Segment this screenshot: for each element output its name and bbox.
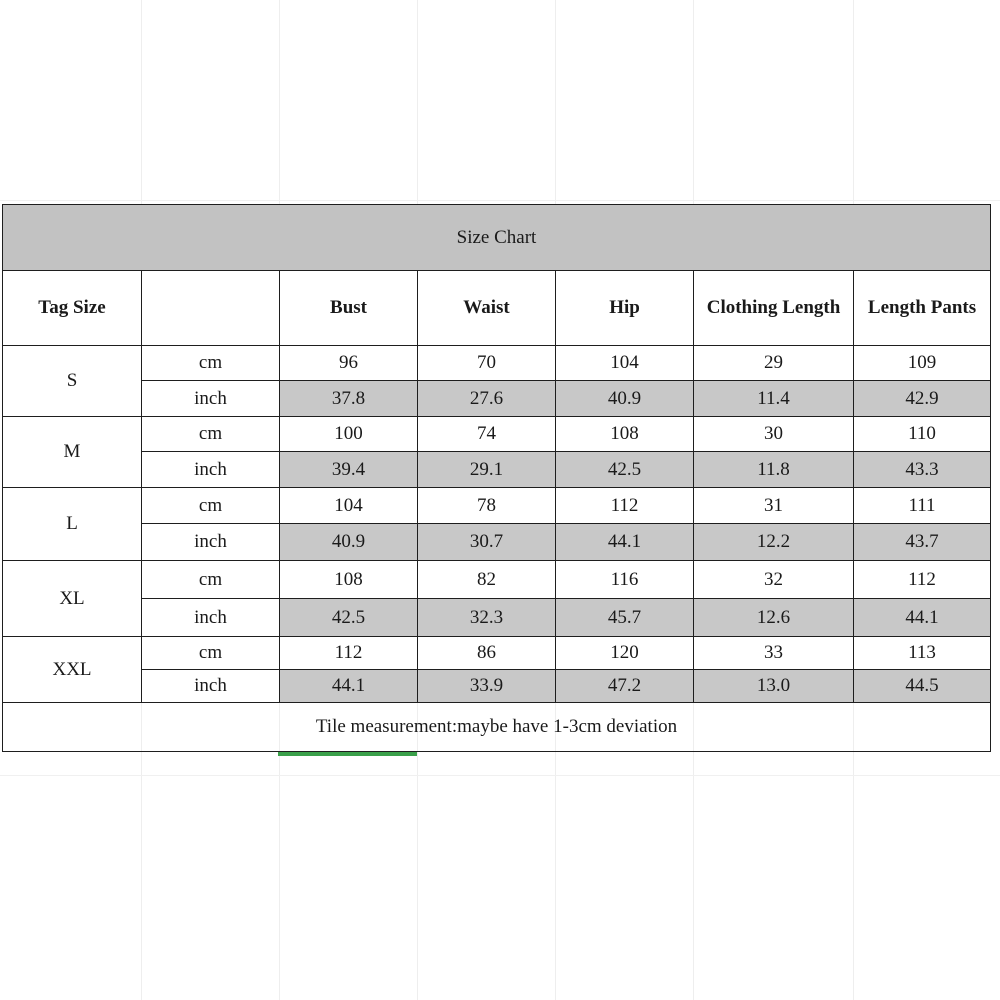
measurement-cell[interactable]: 33.9 [418, 670, 556, 703]
measurement-cell[interactable]: 70 [418, 346, 556, 381]
unit-cell[interactable]: cm [142, 417, 280, 452]
measurement-cell[interactable]: 45.7 [556, 599, 694, 637]
measurement-cell[interactable]: 30 [694, 417, 854, 452]
measurement-cell[interactable]: 108 [280, 561, 418, 599]
measurement-cell[interactable]: 11.4 [694, 381, 854, 417]
table-row [3, 524, 991, 561]
measurement-cell[interactable]: 44.1 [556, 524, 694, 561]
measurement-cell[interactable]: 31 [694, 488, 854, 524]
measurement-cell[interactable]: 37.8 [280, 381, 418, 417]
header-hip[interactable]: Hip [556, 271, 694, 346]
measurement-cell[interactable]: 39.4 [280, 452, 418, 488]
size-chart-table [2, 204, 991, 752]
measurement-note[interactable]: Tile measurement:maybe have 1-3cm deviation [3, 703, 991, 752]
header-clothing-length[interactable]: Clothing Length [694, 271, 854, 346]
measurement-cell[interactable]: 110 [854, 417, 991, 452]
sheet-gridline [0, 200, 1000, 201]
table-row [3, 488, 991, 524]
measurement-cell[interactable]: 32 [694, 561, 854, 599]
unit-cell[interactable]: cm [142, 346, 280, 381]
unit-cell[interactable]: cm [142, 561, 280, 599]
measurement-cell[interactable]: 104 [280, 488, 418, 524]
measurement-cell[interactable]: 113 [854, 637, 991, 670]
measurement-cell[interactable]: 12.2 [694, 524, 854, 561]
unit-cell[interactable]: inch [142, 524, 280, 561]
unit-cell[interactable]: inch [142, 599, 280, 637]
measurement-cell[interactable]: 112 [556, 488, 694, 524]
header-waist[interactable]: Waist [418, 271, 556, 346]
measurement-cell[interactable]: 112 [854, 561, 991, 599]
measurement-cell[interactable]: 108 [556, 417, 694, 452]
table-row [3, 670, 991, 703]
unit-cell[interactable]: inch [142, 670, 280, 703]
chart-title: Size Chart [3, 205, 991, 271]
measurement-cell[interactable]: 40.9 [280, 524, 418, 561]
header-tag-size[interactable]: Tag Size [3, 271, 142, 346]
measurement-cell[interactable]: 47.2 [556, 670, 694, 703]
measurement-cell[interactable]: 29 [694, 346, 854, 381]
measurement-cell[interactable]: 42.5 [280, 599, 418, 637]
measurement-cell[interactable]: 13.0 [694, 670, 854, 703]
header-unit[interactable] [142, 271, 280, 346]
header-length-pants[interactable]: Length Pants [854, 271, 991, 346]
measurement-cell[interactable]: 42.9 [854, 381, 991, 417]
measurement-cell[interactable]: 40.9 [556, 381, 694, 417]
measurement-cell[interactable]: 104 [556, 346, 694, 381]
tag-size-cell[interactable]: L [3, 488, 142, 561]
header-bust[interactable]: Bust [280, 271, 418, 346]
measurement-cell[interactable]: 42.5 [556, 452, 694, 488]
sheet-gridline [0, 775, 1000, 776]
measurement-cell[interactable]: 111 [854, 488, 991, 524]
header-row [3, 271, 991, 346]
table-row [3, 346, 991, 381]
measurement-cell[interactable]: 96 [280, 346, 418, 381]
cell-selection-indicator [278, 752, 417, 756]
table-row [3, 381, 991, 417]
measurement-cell[interactable]: 29.1 [418, 452, 556, 488]
measurement-cell[interactable]: 100 [280, 417, 418, 452]
measurement-cell[interactable]: 30.7 [418, 524, 556, 561]
table-row [3, 417, 991, 452]
measurement-cell[interactable]: 33 [694, 637, 854, 670]
measurement-cell[interactable]: 43.3 [854, 452, 991, 488]
unit-cell[interactable]: cm [142, 637, 280, 670]
measurement-cell[interactable]: 32.3 [418, 599, 556, 637]
measurement-cell[interactable]: 112 [280, 637, 418, 670]
measurement-cell[interactable]: 43.7 [854, 524, 991, 561]
measurement-cell[interactable]: 74 [418, 417, 556, 452]
unit-cell[interactable]: cm [142, 488, 280, 524]
tag-size-cell[interactable]: XXL [3, 637, 142, 703]
measurement-cell[interactable]: 116 [556, 561, 694, 599]
table-row [3, 561, 991, 599]
table-row [3, 637, 991, 670]
unit-cell[interactable]: inch [142, 381, 280, 417]
table-row [3, 452, 991, 488]
title-row [3, 205, 991, 271]
measurement-cell[interactable]: 120 [556, 637, 694, 670]
measurement-cell[interactable]: 86 [418, 637, 556, 670]
measurement-cell[interactable]: 44.5 [854, 670, 991, 703]
tag-size-cell[interactable]: XL [3, 561, 142, 637]
measurement-cell[interactable]: 11.8 [694, 452, 854, 488]
measurement-cell[interactable]: 44.1 [854, 599, 991, 637]
unit-cell[interactable]: inch [142, 452, 280, 488]
measurement-cell[interactable]: 12.6 [694, 599, 854, 637]
measurement-cell[interactable]: 44.1 [280, 670, 418, 703]
measurement-cell[interactable]: 109 [854, 346, 991, 381]
tag-size-cell[interactable]: S [3, 346, 142, 417]
measurement-cell[interactable]: 27.6 [418, 381, 556, 417]
measurement-cell[interactable]: 78 [418, 488, 556, 524]
tag-size-cell[interactable]: M [3, 417, 142, 488]
note-row [3, 703, 991, 752]
table-row [3, 599, 991, 637]
measurement-cell[interactable]: 82 [418, 561, 556, 599]
